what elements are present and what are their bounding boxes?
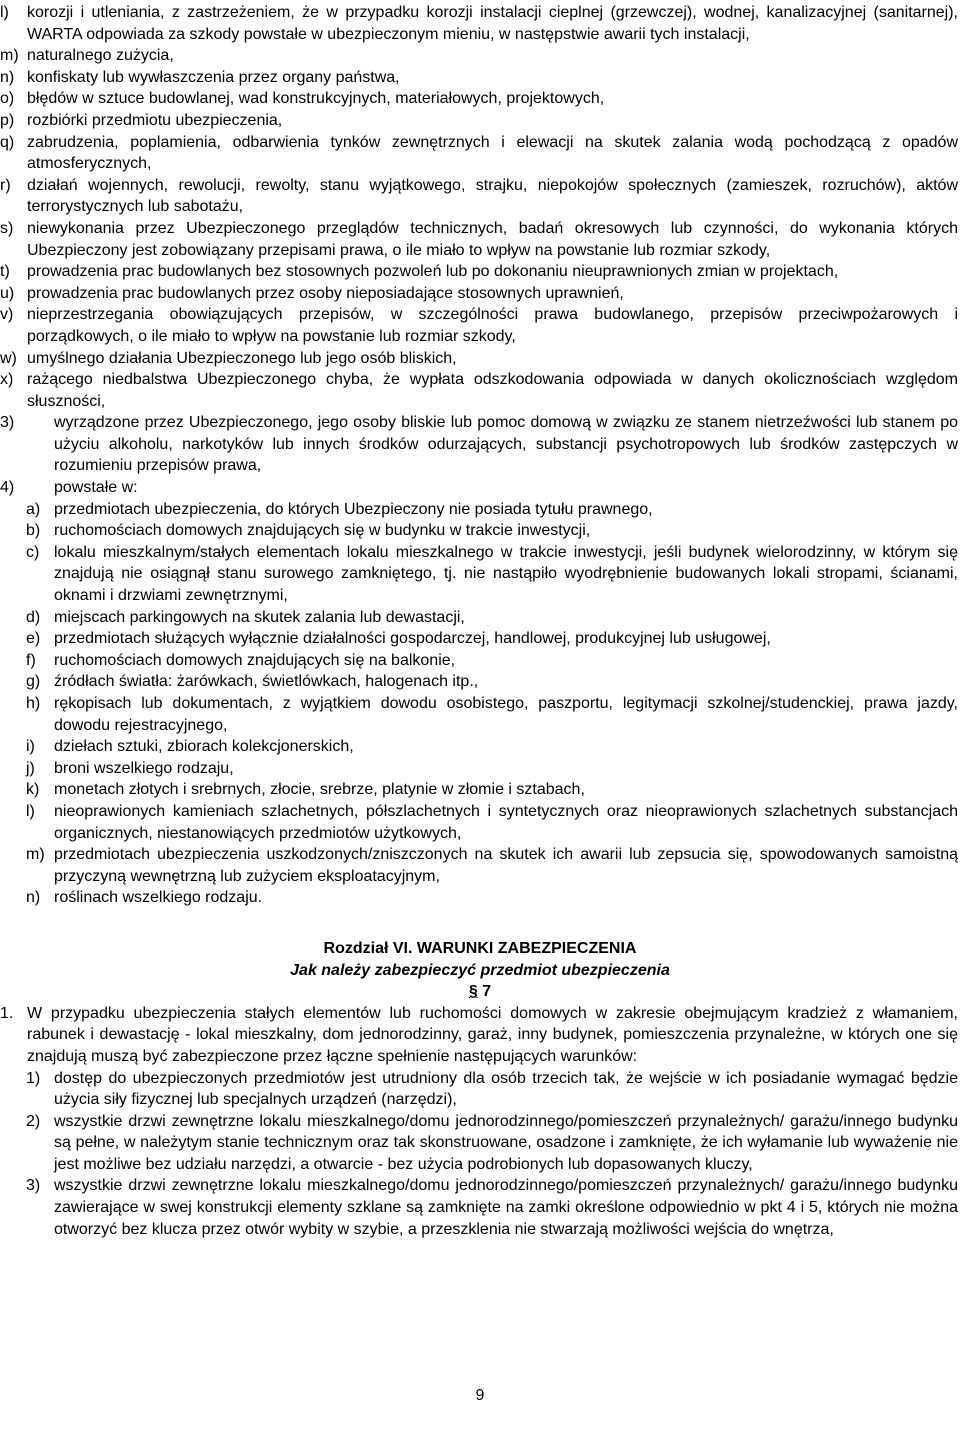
- list-marker: g): [26, 673, 41, 691]
- paragraph-text: W przypadku ubezpieczenia stałych elementów lub ruchomości domowych w zakresie obejmującym kradzież z włamaniem, rabunek i dewastację - lokal mieszkalny, dom jednorodzinny, garaż, inny budynek, pomieszczenia przynależne, w których one się znajdują muszą być zabezpieczone przez łączne spełnienie następujących warunków:: [27, 1004, 958, 1065]
- exclusion-item-5: [0, 132, 960, 175]
- location-item-10: [0, 779, 960, 801]
- list-item-text: dostęp do ubezpieczonych przedmiotów jest utrudniony dla osób trzecich tak, że wejście w ich posiadanie wymagać będzie użycia siły fizycznej lub specjalnych urządzeń (narzędzi),: [54, 1069, 958, 1109]
- chapter-title: Rozdział VI. WARUNKI ZABEZPIECZENIA: [323, 939, 637, 957]
- paragraph-marker: 1.: [0, 1004, 14, 1022]
- list-marker: h): [26, 695, 41, 712]
- list-item-text: wszystkie drzwi zewnętrzne lokalu mieszkalnego/domu jednorodzinnego/pomieszczeń przynależnych/ garażu/innego budynku zawierające w swej konstrukcji elementy szklane są zamknięte na zamki określone odpowiednio w pkt 4 i 5, których nie można otworzyć bez klucza przez otwór wybity w szybie, a przeszklenia nie stwarzają możliwości wejścia do wnętrza,: [54, 1177, 958, 1238]
- exclusion-item-4: [0, 110, 960, 132]
- location-item-5: [0, 650, 960, 672]
- list-marker: t): [0, 263, 10, 281]
- list-marker: p): [0, 111, 15, 129]
- location-item-7: [0, 693, 960, 736]
- condition-item-1: [0, 1111, 960, 1176]
- exclusion-item-8: [0, 261, 960, 283]
- list-marker: l): [0, 4, 9, 21]
- exclusion-item-2: [0, 67, 960, 89]
- list-item-text: prowadzenia prac budowlanych przez osoby nieposiadające stosownych uprawnień,: [27, 284, 624, 302]
- list-item-text: dziełach sztuki, zbiorach kolekcjonerskich,: [54, 738, 354, 756]
- location-item-0: [0, 499, 960, 521]
- list-item-text: błędów w sztuce budowlanej, wad konstrukcyjnych, materiałowych, projektowych,: [27, 90, 605, 108]
- list-item-text: korozji i utleniania, z zastrzeżeniem, że w przypadku korozji instalacji cieplnej (grzewczej), wodnej, kanalizacyjnej (sanitarnej), WARTA odpowiada za szkody powstałe w ubezpieczonym mieniu, w następstwie awarii tych instalacji,: [27, 4, 958, 43]
- list-marker: u): [0, 284, 15, 302]
- security-conditions-list: [0, 1068, 960, 1241]
- list-marker: x): [0, 371, 14, 389]
- list-item-text: rażącego niedbalstwa Ubezpieczonego chyba, że wypłata odszkodowania odpowiada w danych okolicznościach względom słuszności,: [27, 371, 958, 410]
- list-item-text: działań wojennych, rewolucji, rewolty, stanu wyjątkowego, strajku, niepokojów społecznych (zamieszek, rozruchów), aktów terrorystycznych lub sabotażu,: [27, 176, 958, 216]
- condition-item-2: [0, 1175, 960, 1240]
- exclusion-item-7: [0, 218, 960, 261]
- list-marker: c): [26, 543, 40, 561]
- list-marker: n): [0, 68, 15, 86]
- list-item-text: zabrudzenia, poplamienia, odbarwienia tynków zewnętrznych i elewacji na skutek zalania wodą pochodzącą z opadów atmosferycznych,: [27, 133, 958, 173]
- exclusion-item-11: [0, 348, 960, 370]
- section-sign: §: [468, 983, 478, 1001]
- list-marker: 3): [26, 1177, 41, 1195]
- list-marker: j): [26, 759, 35, 777]
- location-item-2: [0, 542, 960, 607]
- exclusion-item-3: [0, 88, 960, 110]
- list-item-text: nieoprawionych kamieniach szlachetnych, półszlachetnych i syntetycznych oraz nieoprawionych szlachetnych substancjach organicznych, niestanowiących przedmiotów użytkowych,: [54, 802, 958, 842]
- list-marker: q): [0, 133, 15, 151]
- location-item-8: [0, 736, 960, 758]
- section-heading: [0, 981, 960, 1003]
- list-marker: b): [26, 522, 41, 540]
- list-marker: 2): [26, 1112, 41, 1130]
- list-marker: 1): [26, 1069, 41, 1087]
- list-marker: 4): [0, 479, 15, 497]
- list-item-text: monetach złotych i srebrnych, złocie, srebrze, platynie w złomie i sztabach,: [54, 781, 585, 799]
- list-marker: s): [0, 219, 14, 237]
- list-marker: n): [26, 889, 41, 907]
- exclusion-item-9: [0, 283, 960, 305]
- list-item-text: wyrządzone przez Ubezpieczonego, jego osoby bliskie lub pomoc domową w związku ze stanem nietrzeźwości lub stanem po użyciu alkoholu, narkotyków lub innych środków odurzających, substancji psychotropowych lub środków zastępczych w rozumieniu przepisów prawa,: [54, 414, 958, 475]
- list-item-text: powstałe w:: [54, 479, 138, 497]
- list-item-text: roślinach wszelkiego rodzaju.: [54, 889, 263, 907]
- list-item-text: umyślnego działania Ubezpieczonego lub jego osób bliskich,: [27, 349, 457, 367]
- list-item-text: ruchomościach domowych znajdujących się na balkonie,: [54, 651, 456, 669]
- list-marker: 3): [0, 414, 15, 432]
- location-item-12: [0, 844, 960, 887]
- list-marker: i): [26, 738, 35, 756]
- list-marker: e): [26, 630, 41, 648]
- list-item-4: [0, 477, 960, 499]
- list-item-text: przedmiotach ubezpieczenia uszkodzonych/zniszczonych na skutek ich awarii lub zepsucia się, spowodowanych samoistną przyczyną wewnętrzną lub zużyciem eksploatacyjnym,: [54, 846, 958, 885]
- exclusions-list: [0, 2, 960, 412]
- list-marker: l): [26, 802, 35, 820]
- list-marker: w): [0, 349, 17, 367]
- list-marker: o): [0, 90, 15, 108]
- locations-list: [0, 499, 960, 909]
- location-item-6: [0, 671, 960, 693]
- list-item-3: [0, 412, 960, 477]
- exclusion-item-10: [0, 304, 960, 347]
- location-item-3: [0, 607, 960, 629]
- list-item-text: miejscach parkingowych na skutek zalania lub dewastacji,: [54, 608, 465, 626]
- location-item-9: [0, 758, 960, 780]
- condition-item-0: [0, 1068, 960, 1111]
- list-marker: k): [26, 781, 40, 799]
- location-item-4: [0, 628, 960, 650]
- list-marker: f): [26, 651, 36, 669]
- list-item-text: ruchomościach domowych znajdujących się w budynku w trakcie inwestycji,: [54, 522, 591, 540]
- list-item-text: niewykonania przez Ubezpieczonego przeglądów technicznych, badań okresowych lub czynności, do wykonania których Ubezpieczony jest zobowiązany przepisami prawa, o ile miało to wpływ na powstanie lub rozmiar szkody,: [27, 219, 958, 259]
- chapter-subtitle: Jak należy zabezpieczyć przedmiot ubezpieczenia: [290, 961, 670, 979]
- list-item-text: nieprzestrzegania obowiązujących przepisów, w szczególności prawa budowlanego, przepisów przeciwpożarowych i porządkowych, o ile miało to wpływ na powstanie lub rozmiar szkody,: [27, 306, 958, 345]
- exclusion-item-12: [0, 369, 960, 412]
- page-number: 9: [475, 1387, 485, 1404]
- list-item-text: rozbiórki przedmiotu ubezpieczenia,: [27, 111, 283, 129]
- exclusion-item-1: [0, 45, 960, 67]
- list-item-text: przedmiotach ubezpieczenia, do których Ubezpieczony nie posiada tytułu prawnego,: [54, 500, 653, 518]
- list-marker: m): [0, 47, 19, 65]
- location-item-13: [0, 887, 960, 909]
- paragraph-1: [0, 1003, 960, 1068]
- list-marker: d): [26, 608, 41, 626]
- list-marker: m): [26, 846, 45, 864]
- location-item-11: [0, 801, 960, 844]
- exclusion-item-0: [0, 2, 960, 45]
- list-item-text: rękopisach lub dokumentach, z wyjątkiem dowodu osobistego, paszportu, legitymacji szkolnej/studenckiej, prawa jazdy, dowodu rejestracyjnego,: [54, 695, 958, 734]
- location-item-1: [0, 520, 960, 542]
- list-marker: v): [0, 306, 14, 324]
- list-item-text: wszystkie drzwi zewnętrzne lokalu mieszkalnego/domu jednorodzinnego/pomieszczeń przynależnych/ garażu/innego budynku są pełne, w należytym stanie technicznym oraz tak skonstruowane, osadzone i zamknięte, że ich wyłamanie lub wyważenie nie jest możliwe bez udziału narzędzi, a otwarcie - bez użycia podrobionych lub dopasowanych kluczy,: [54, 1112, 958, 1173]
- list-item-text: broni wszelkiego rodzaju,: [54, 759, 234, 777]
- exclusion-item-6: [0, 175, 960, 218]
- list-item-text: prowadzenia prac budowlanych bez stosownych pozwoleń lub po dokonaniu nieuprawnionych zmian w projektach,: [27, 263, 839, 281]
- section-number: 7: [482, 983, 492, 1001]
- list-marker: r): [0, 176, 11, 194]
- list-item-text: przedmiotach służących wyłącznie działalności gospodarczej, handlowej, produkcyjnej lub usługowej,: [54, 630, 771, 648]
- list-item-text: naturalnego zużycia,: [27, 47, 174, 65]
- list-item-text: źródłach światła: żarówkach, świetlówkach, halogenach itp.,: [54, 673, 479, 691]
- list-item-text: konfiskaty lub wywłaszczenia przez organy państwa,: [27, 68, 400, 86]
- list-item-text: lokalu mieszkalnym/stałych elementach lokalu mieszkalnego w trakcie inwestycji, jeśli budynek wielorodzinny, w którym się znajdują nie osiągnął stanu surowego zamkniętego, tj. nie nastąpiło wyodrębnienie budowanych lokali stropami, ścianami, oknami i drzwiami zewnętrznymi,: [54, 543, 958, 605]
- list-marker: a): [26, 500, 41, 518]
- spacer: [0, 909, 960, 930]
